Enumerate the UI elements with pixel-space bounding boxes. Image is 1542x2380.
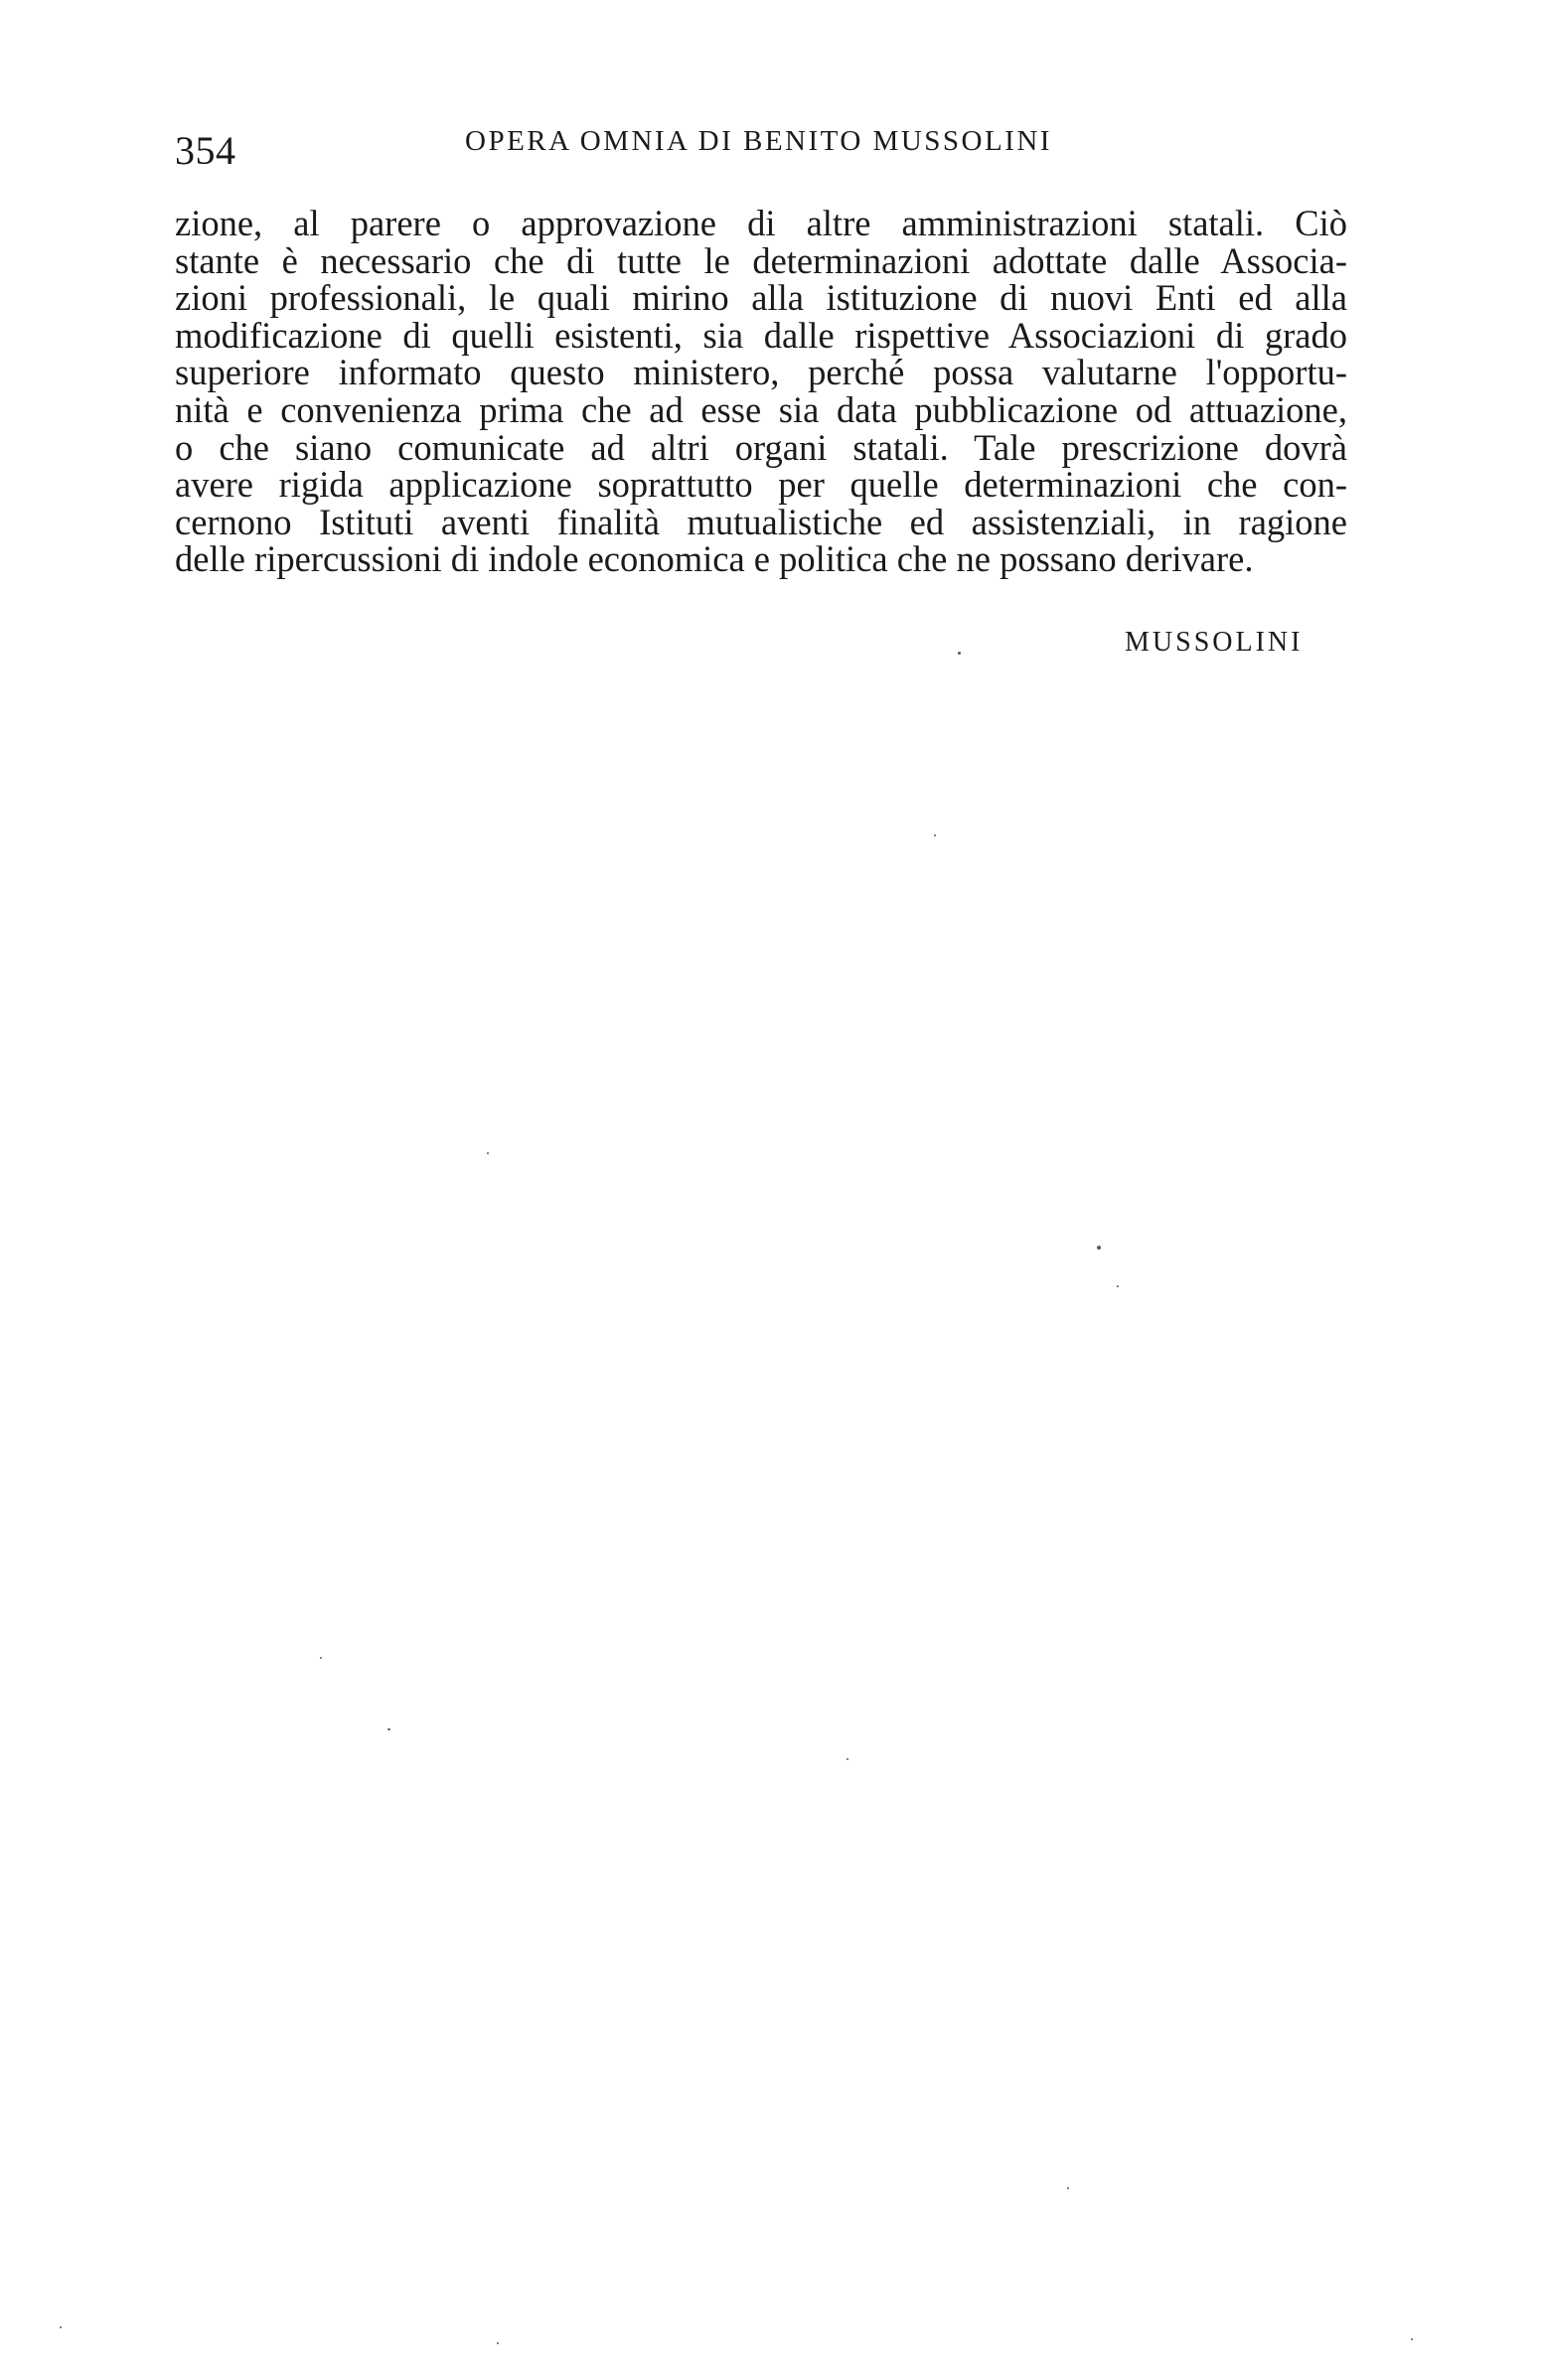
text-line: zione, al parere o approvazione di altre amministrazioni statali. Ciò <box>175 203 1347 243</box>
scan-speck <box>60 2326 62 2328</box>
scan-speck <box>1117 1285 1119 1287</box>
scan-speck <box>1411 2338 1413 2340</box>
scan-speck <box>958 652 961 655</box>
text-line: superiore informato questo ministero, perché possa valutarne l'opportu- <box>175 352 1347 393</box>
text-line: avere rigida applicazione soprattutto per quelle determinazioni che con- <box>175 464 1347 506</box>
text-line: modificazione di quelli esistenti, sia dalle rispettive Associazioni di grado <box>175 314 1347 356</box>
body-paragraph <box>175 205 1347 578</box>
text-line: stante è necessario che di tutte le determinazioni adottate dalle Associa- <box>175 239 1347 281</box>
scan-speck <box>487 1152 489 1154</box>
scan-speck <box>497 2342 499 2344</box>
scan-speck <box>387 1728 390 1730</box>
text-line: nità e convenienza prima che ad esse sia data pubblicazione od attuazione, <box>175 388 1347 430</box>
scan-speck <box>1067 2187 1069 2189</box>
text-line: zioni professionali, le quali mirino alla istituzione di nuovi Enti ed alla <box>175 277 1347 319</box>
text-line: delle ripercussioni di indole economica e politica che ne possano derivare. <box>175 538 1254 580</box>
page-number: 354 <box>175 128 236 173</box>
scan-speck <box>320 1657 322 1659</box>
scan-speck <box>1097 1246 1101 1250</box>
scan-speck <box>934 834 936 836</box>
text-line: o che siano comunicate ad altri organi statali. Tale prescrizione dovrà <box>175 426 1347 468</box>
text-line: cernono Istituti aventi finalità mutualistiche ed assistenziali, in ragione <box>175 501 1347 542</box>
scan-speck <box>847 1758 848 1760</box>
page-header <box>175 123 1347 183</box>
signature: MUSSOLINI <box>1125 627 1304 658</box>
running-title: OPERA OMNIA DI BENITO MUSSOLINI <box>465 125 1052 157</box>
